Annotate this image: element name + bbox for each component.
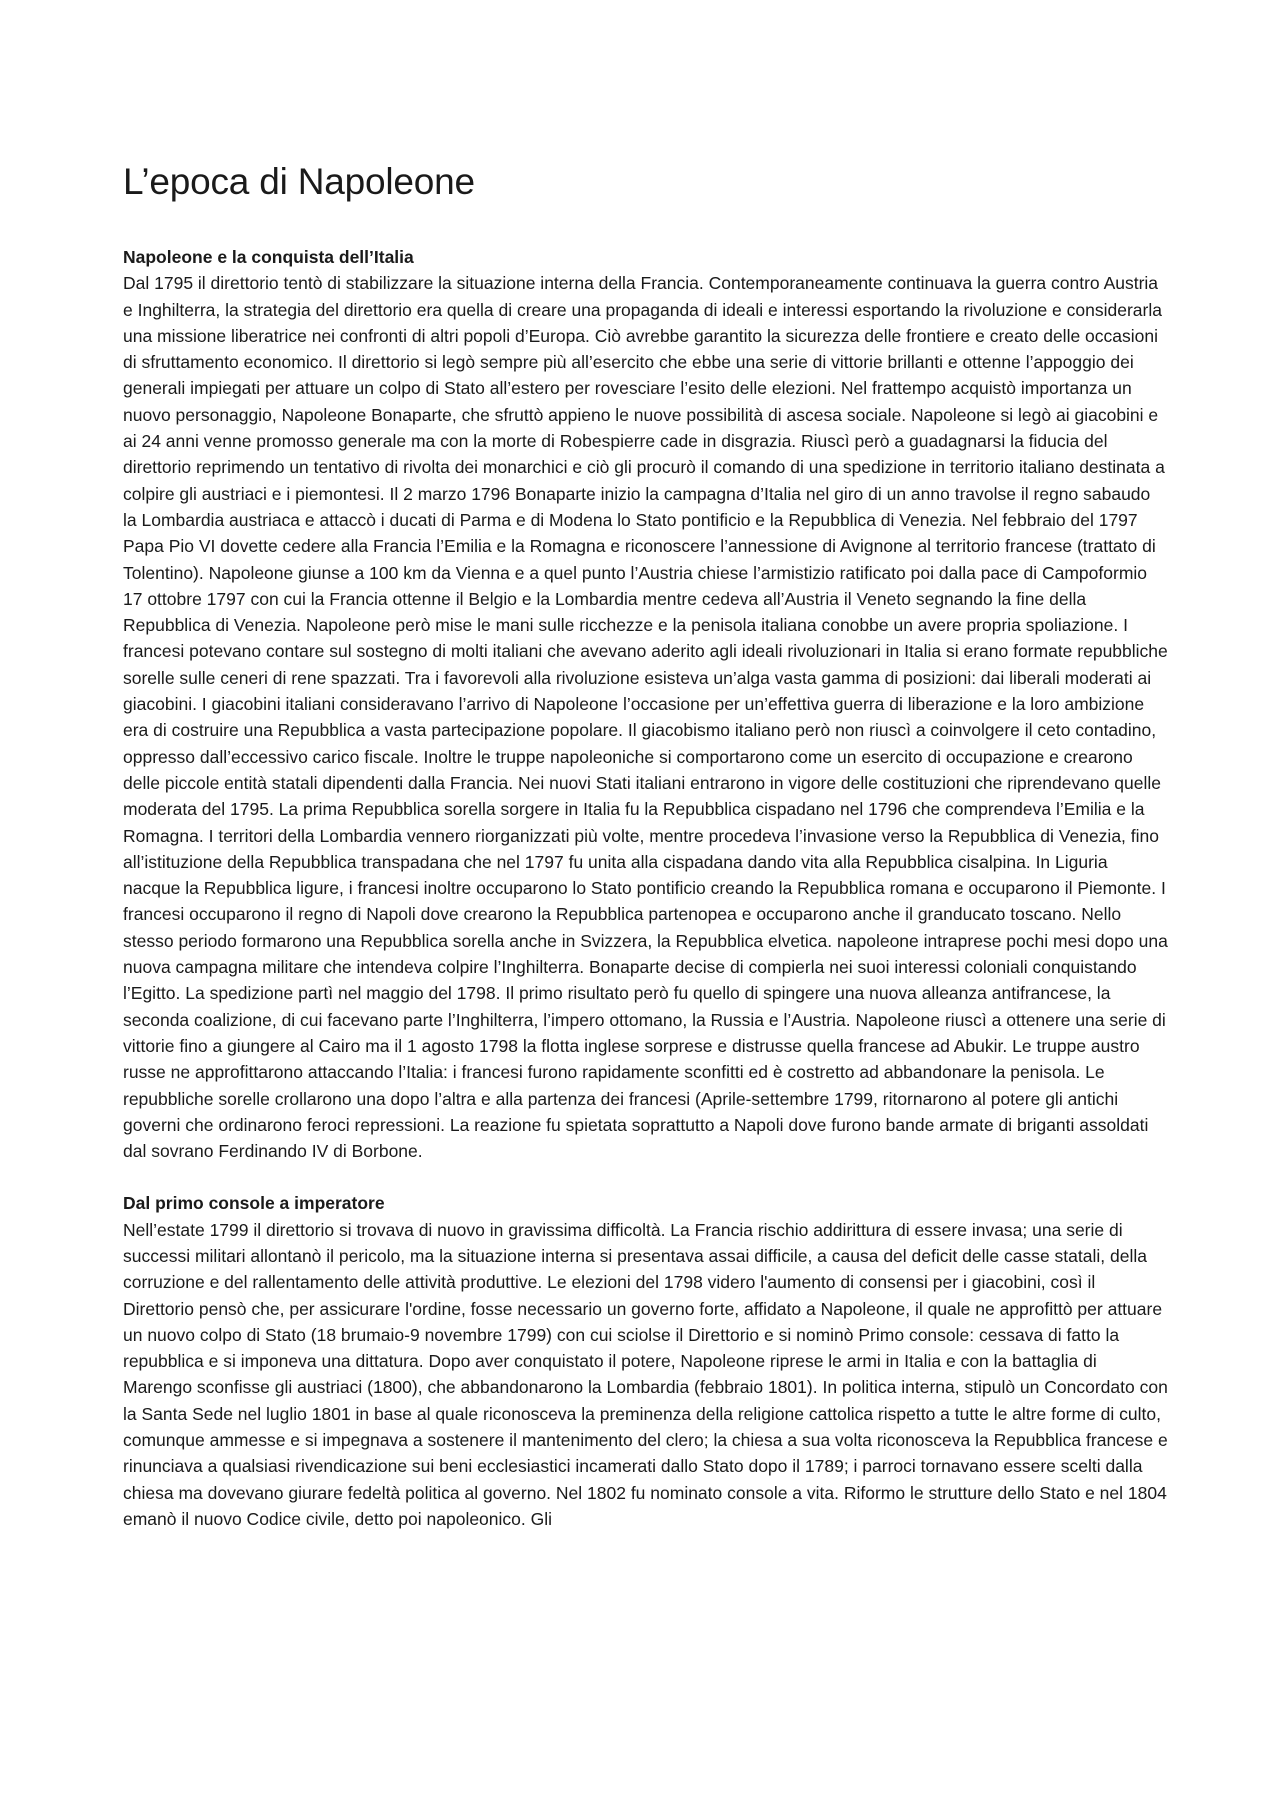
section-heading: Napoleone e la conquista dell’Italia [123,247,414,267]
section-paragraph: Nell’estate 1799 il direttorio si trovava di nuovo in gravissima difficoltà. La Francia rischio addirittura di essere invasa; una serie di successi militari allontanò il pericolo, ma la situazione interna si presentava assai difficile, a causa del deficit delle casse statali, della corruzione e del rallentamento delle attività produttive. Le elezioni del 1798 videro l'aumento di consensi per i giacobini, così il Direttorio pensò che, per assicurare l'ordine, fosse necessario un governo forte, affidato a Napoleone, il quale ne approfittò per attuare un nuovo colpo di Stato (18 brumaio-9 novembre 1799) con cui sciolse il Direttorio e si nominò Primo console: cessava di fatto la repubblica e si imponeva una dittatura. Dopo aver conquistato il potere, Napoleone riprese le armi in Italia e con la battaglia di Marengo sconfisse gli austriaci (1800), che abbandonarono la Lombardia (febbraio 1801). In politica interna, stipulò un Concordato con la Santa Sede nel luglio 1801 in base al quale riconosceva la preminenza della religione cattolica rispetto a tutte le altre forme di culto, comunque ammesse e si impegnava a sostenere il mantenimento del clero; la chiesa a sua volta riconosceva la Repubblica francese e rinunciava a qualsiasi rivendicazione sui beni ecclesiastici incamerati dallo Stato dopo il 1789; i parroci tornavano essere scelti dalla chiesa ma dovevano giurare fedeltà politica al governo. Nel 1802 fu nominato console a vita. Riformo le strutture dello Stato e nel 1804 emanò il nuovo Codice civile, detto poi napoleonico. Gli [123,1219,1168,1529]
section-napoleone-conquista [123,244,1168,1164]
section-heading: Dal primo console a imperatore [123,1193,385,1214]
section-primo-console [123,1190,1168,1532]
document-page [123,158,1168,1558]
section-paragraph: Dal 1795 il direttorio tentò di stabilizzare la situazione interna della Francia. Contemporaneamente continuava la guerra contro Austria e Inghilterra, la strategia del direttorio era quella di creare una propaganda di ideali e interessi esportando la rivoluzione e considerarla una missione liberatrice nei confronti di altri popoli d’Europa. Ciò avrebbe garantito la sicurezza delle frontiere e creato delle occasioni di sfruttamento economico. Il direttorio si legò sempre più all’esercito che ebbe una serie di vittorie brillanti e ottenne l’appoggio dei generali impiegati per attuare un colpo di Stato all’estero per rovesciare l’esito delle elezioni. Nel frattempo acquistò importanza un nuovo personaggio, Napoleone Bonaparte, che sfruttò appieno le nuove possibilità di ascesa sociale. Napoleone si legò ai giacobini e ai 24 anni venne promosso generale ma con la morte di Robespierre cade in disgrazia. Riuscì però a guadagnarsi la fiducia del direttorio reprimendo un tentativo di rivolta dei monarchici e ciò gli procurò il comando di una spedizione in territorio italiano destinata a colpire gli austriaci e i piemontesi. Il 2 marzo 1796 Bonaparte inizio la campagna d’Italia nel giro di un anno travolse il regno sabaudo la Lombardia austriaca e attaccò i ducati di Parma e di Modena lo Stato pontificio e la Repubblica di Venezia. Nel febbraio del 1797 Papa Pio VI dovette cedere alla Francia l’Emilia e la Romagna e riconoscere l’annessione di Avignone al territorio francese (trattato di Tolentino). Napoleone giunse a 100 km da Vienna e a quel punto l’Austria chiese l’armistizio ratificato poi dalla pace di Campoformio 17 ottobre 1797 con cui la Francia ottenne il Belgio e la Lombardia mentre cedeva all’Austria il Veneto segnando la fine della Repubblica di Venezia. Napoleone però mise le mani sulle ricchezze e la penisola italiana conobbe un avere propria spoliazione. I francesi potevano contare sul sostegno di molti italiani che avevano aderito agli ideali rivoluzionari in Italia si erano formate repubbliche sorelle sulle ceneri di rene spazzati. Tra i favorevoli alla rivoluzione esisteva un’alga vasta gamma di posizioni: dai liberali moderati ai giacobini. I giacobini italiani consideravano l’arrivo di Napoleone l’occasione per un’effettiva guerra di liberazione e la loro ambizione era di costruire una Repubblica a vasta partecipazione popolare. Il giacobismo italiano però non riuscì a coinvolgere il ceto contadino, oppresso dall’eccessivo carico fiscale. Inoltre le truppe napoleoniche si comportarono come un esercito di occupazione e crearono delle piccole entità statali dipendenti dalla Francia. Nei nuovi Stati italiani entrarono in vigore delle costituzioni che riprendevano quelle moderata del 1795. La prima Repubblica sorella sorgere in Italia fu la Repubblica cispadano nel 1796 che comprendeva l’Emilia e la Romagna. I territori della Lombardia vennero riorganizzati più volte, mentre procedeva l’invasione verso la Repubblica di Venezia, fino all’istituzione della Repubblica transpadana che nel 1797 fu unita alla cispadana dando vita alla Repubblica cisalpina. In Liguria nacque la Repubblica ligure, i francesi inoltre occuparono lo Stato pontificio creando la Repubblica romana e occuparono il Piemonte. I francesi occuparono il regno di Napoli dove crearono la Repubblica partenopea e occuparono anche il granducato toscano. Nello stesso periodo formarono una Repubblica sorella anche in Svizzera, la Repubblica elvetica. napoleone intraprese pochi mesi dopo una nuova campagna militare che intendeva colpire l’Inghilterra. Bonaparte decise di compierla nei suoi interessi coloniali conquistando l’Egitto. La spedizione partì nel maggio del 1798. Il primo risultato però fu quello di spingere una nuova alleanza antifrancese, la seconda coalizione, di cui facevano parte l’Inghilterra, l’impero ottomano, la Russia e l’Austria. Napoleone riuscì a ottenere una serie di vittorie fino a giungere al Cairo ma il 1 agosto 1798 la flotta inglese sorprese e distrusse quella francese ad Abukir. Le truppe austro russe ne approfittarono attaccando l’Italia: i francesi furono rapidamente sconfitti ed è costretto ad abbandonare la penisola. Le repubbliche sorelle crollarono una dopo l’altra e alla partenza dei francesi (Aprile-settembre 1799, ritornarono al potere gli antichi governi che ordinarono feroci repressioni. La reazione fu spietata soprattutto a Napoli dove furono bande armate di briganti assoldati dal sovrano Ferdinando IV di Borbone. [123,273,1168,1162]
document-title: L’epoca di Napoleone [123,161,475,202]
